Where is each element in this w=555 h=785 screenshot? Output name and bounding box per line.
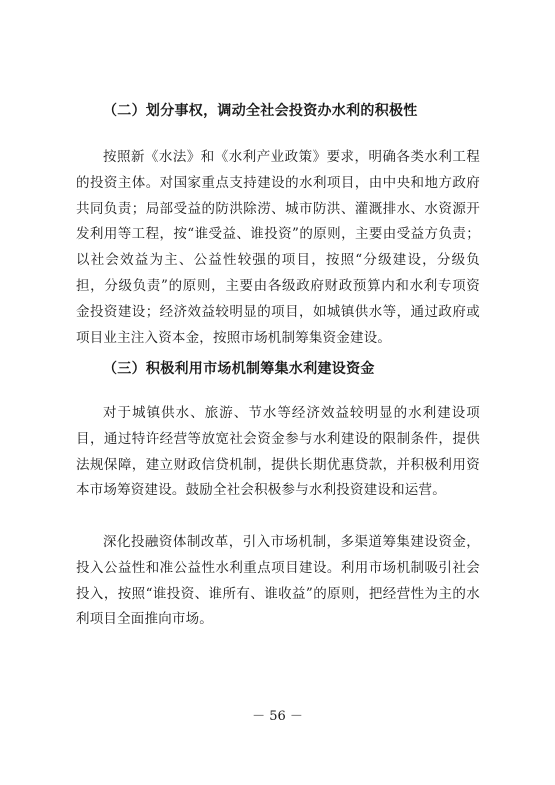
section-heading-3: （三）积极利用市场机制筹集水利建设资金 — [103, 361, 375, 377]
section-3-paragraph-1: 对于城镇供水、旅游、节水等经济效益较明显的水利建设项目，通过特许经营等放宽社会资金参与水利建设的限制条件，提供法规保障，建立财政信贷机制，提供长期优惠贷款，并积极利用资本市场筹资建设。鼓励全社会积极参与水利投资建设和运营。 — [76, 405, 480, 499]
page-number: － 56 － — [252, 709, 303, 724]
section-3-paragraph-2: 深化投融资体制改革，引入市场机制，多渠道筹集建设资金，投入公益性和准公益性水利重点项目建设。利用市场机制吸引社会投入，按照“谁投资、谁所有、谁收益”的原则，把经营性为主的水利项目全面推向市场。 — [76, 534, 480, 628]
section-heading-2: （二）划分事权，调动全社会投资办水利的积极性 — [103, 103, 418, 119]
section-2-paragraph-1: 按照新《水法》和《水利产业政策》要求，明确各类水利工程的投资主体。对国家重点支持建设的水利项目，由中央和地方政府共同负责；局部受益的防洪除涝、城市防洪、灌溉排水、水资源开发利用等工程，按“谁受益、谁投资”的原则，主要由受益方负责；以社会效益为主、公益性较强的项目，按照“分级建设，分级负担，分级负责”的原则，主要由各级政府财政预算内和水利专项资金投资建设；经济效益较明显的项目，如城镇供水等，通过政府或项目业主注入资本金，按照市场机制筹集资金建设。 — [76, 149, 480, 346]
